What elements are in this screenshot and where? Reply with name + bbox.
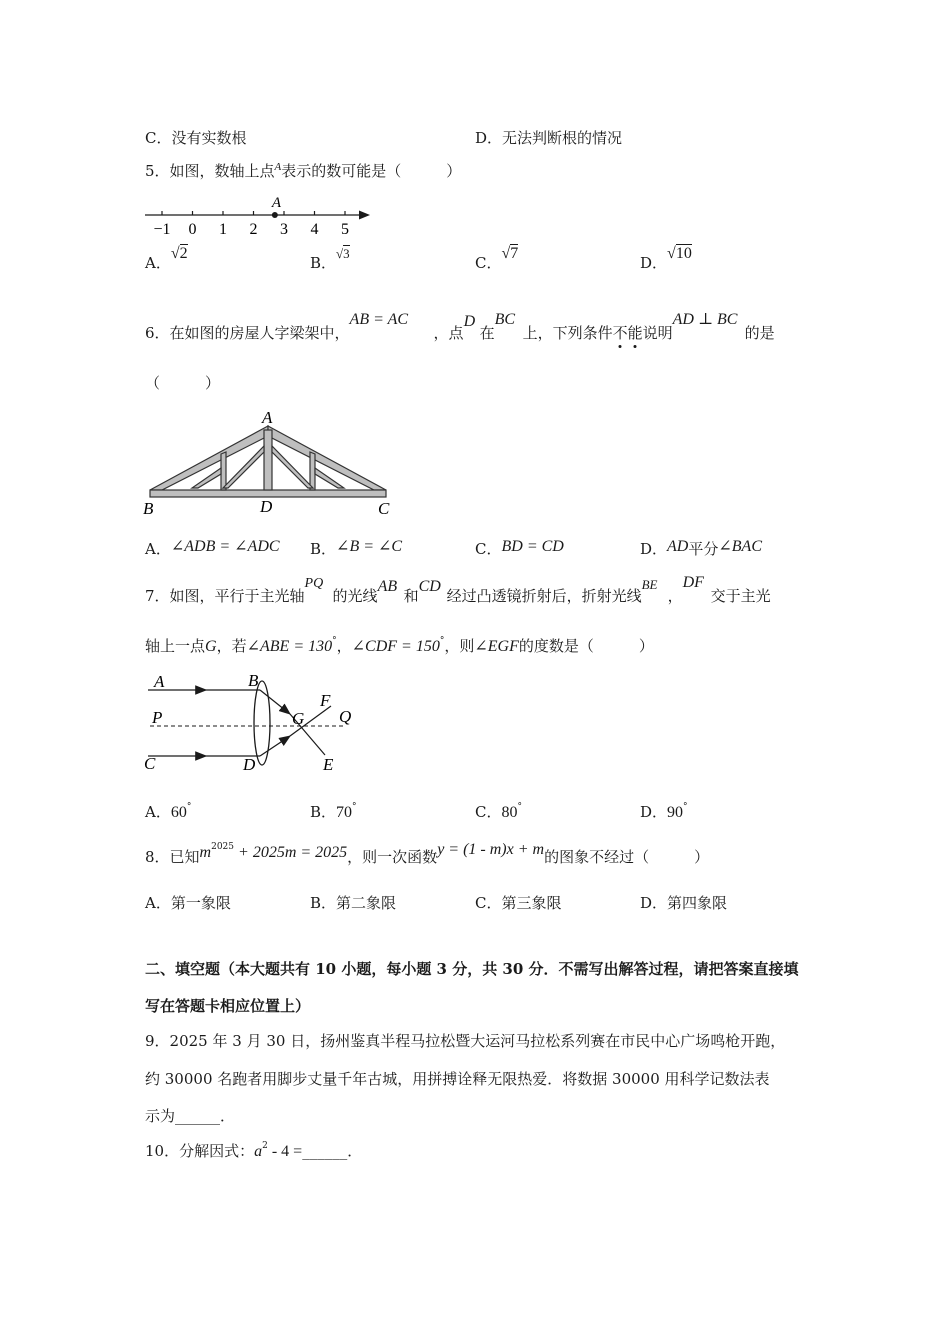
q4-option-c: C．没有实数根 — [145, 129, 247, 147]
q8-option-c: C．第三象限 — [475, 894, 562, 912]
lens-label-d: D — [243, 755, 256, 774]
q6-roof-truss — [140, 408, 400, 520]
lens-label-f: F — [320, 691, 331, 710]
q6-option-b: B．∠B = ∠C — [310, 538, 403, 558]
section2-heading-line1: 二、填空题（本大题共有 10 小题，每小题 3 分，共 30 分．不需写出解答过程，请把答案直接填 — [145, 960, 799, 978]
q6-paren: （ ） — [145, 374, 221, 392]
q10-stem: 10．分解因式：$a^2 - 4$ =______． — [145, 1141, 363, 1160]
q7-lens-diagram — [140, 668, 365, 780]
number-line-tick-label: 3 — [280, 221, 288, 238]
lens-label-b: B — [248, 671, 259, 690]
q7-stem-line2: 轴上一点G，若∠ABE = 130°，∠CDF = 150°，则∠EGF的度数是（ ） — [145, 636, 654, 655]
q9-line2: 约 30000 名跑者用脚步丈量千年古城，用拼搏诠释无限热爱．将数据 30000 用科学记数法表 — [145, 1070, 770, 1088]
q8-stem: 8．已知$m^{2025} + 2025m = 2025$，则一次函数y = (1 - m)x + m的图象不经过（ ） — [145, 841, 710, 866]
number-line-tick-label: 0 — [188, 221, 197, 238]
q6-option-d: D．AD平分∠BAC — [640, 538, 762, 558]
number-line-tick-label: 2 — [249, 221, 258, 238]
number-line-arrow — [359, 211, 370, 220]
number-line-tick-label: −1 — [153, 221, 171, 238]
number-line-point-label: A — [271, 195, 282, 211]
q5-option-c: C．√7 — [475, 245, 519, 272]
truss-label-b: B — [143, 499, 154, 518]
q7-option-d: D．90° — [640, 802, 688, 821]
ray-be-arrow — [260, 690, 290, 714]
lens-label-c: C — [144, 754, 156, 773]
q7-option-a: A．60° — [145, 802, 192, 821]
q5-option-d: D．√10 — [640, 245, 692, 272]
q6-option-c: C．BD = CD — [475, 538, 564, 558]
truss-label-a: A — [262, 408, 273, 427]
truss-label-d: D — [260, 497, 273, 516]
q7-option-c: C．80° — [475, 802, 522, 821]
lens-label-g: G — [292, 709, 305, 728]
q5-option-b: B．√3 — [310, 246, 350, 272]
q5-option-a: A．√2 — [145, 245, 188, 272]
number-line-tick-label: 1 — [219, 221, 227, 238]
section2-heading-line2: 写在答题卡相应位置上） — [145, 997, 311, 1015]
number-line-tick-label: 5 — [341, 221, 349, 238]
convex-lens — [254, 681, 270, 765]
truss-right-post — [310, 452, 315, 490]
truss-structure — [150, 426, 386, 497]
truss-king-post — [264, 430, 272, 490]
q9-line1: 9．2025 年 3 月 30 日，扬州鉴真半程马拉松暨大运河马拉松系列赛在市民中心广场鸣枪开跑， — [145, 1032, 786, 1050]
number-line-tick-label: 4 — [310, 221, 319, 238]
truss-left-post — [221, 452, 226, 490]
lens-label-e: E — [323, 755, 334, 774]
q8-option-a: A．第一象限 — [145, 894, 231, 912]
q4-option-d: D．无法判断根的情况 — [475, 129, 623, 147]
q9-line3: 示为______． — [145, 1107, 236, 1125]
number-line-point-a — [272, 212, 278, 218]
truss-bottom-chord — [150, 490, 386, 497]
q7-stem-line1: 7．如图，平行于主光轴PQ的光线AB和CD经过凸透镜折射后，折射光线BE，DF交于主光 — [145, 574, 771, 605]
q5-number-line — [140, 193, 380, 238]
lens-label-q: Q — [339, 707, 352, 726]
q8-option-d: D．第四象限 — [640, 894, 728, 912]
q5-stem: 5．如图，数轴上点$^A$表示的数可能是（ ） — [145, 161, 462, 180]
q8-option-b: B．第二象限 — [310, 894, 397, 912]
ray-df-arrow — [260, 736, 290, 756]
q6-stem: 6．在如图的房屋人字梁架中，AB = AC，点D在BC上，下列条件不能说明AD ⊥ BC的是 — [145, 311, 775, 342]
truss-label-c: C — [378, 499, 390, 518]
q6-option-a: A．∠ADB = ∠ADC — [145, 538, 280, 558]
q7-option-b: B．70° — [310, 802, 357, 821]
lens-label-p: P — [152, 708, 163, 727]
lens-label-a: A — [154, 672, 165, 691]
